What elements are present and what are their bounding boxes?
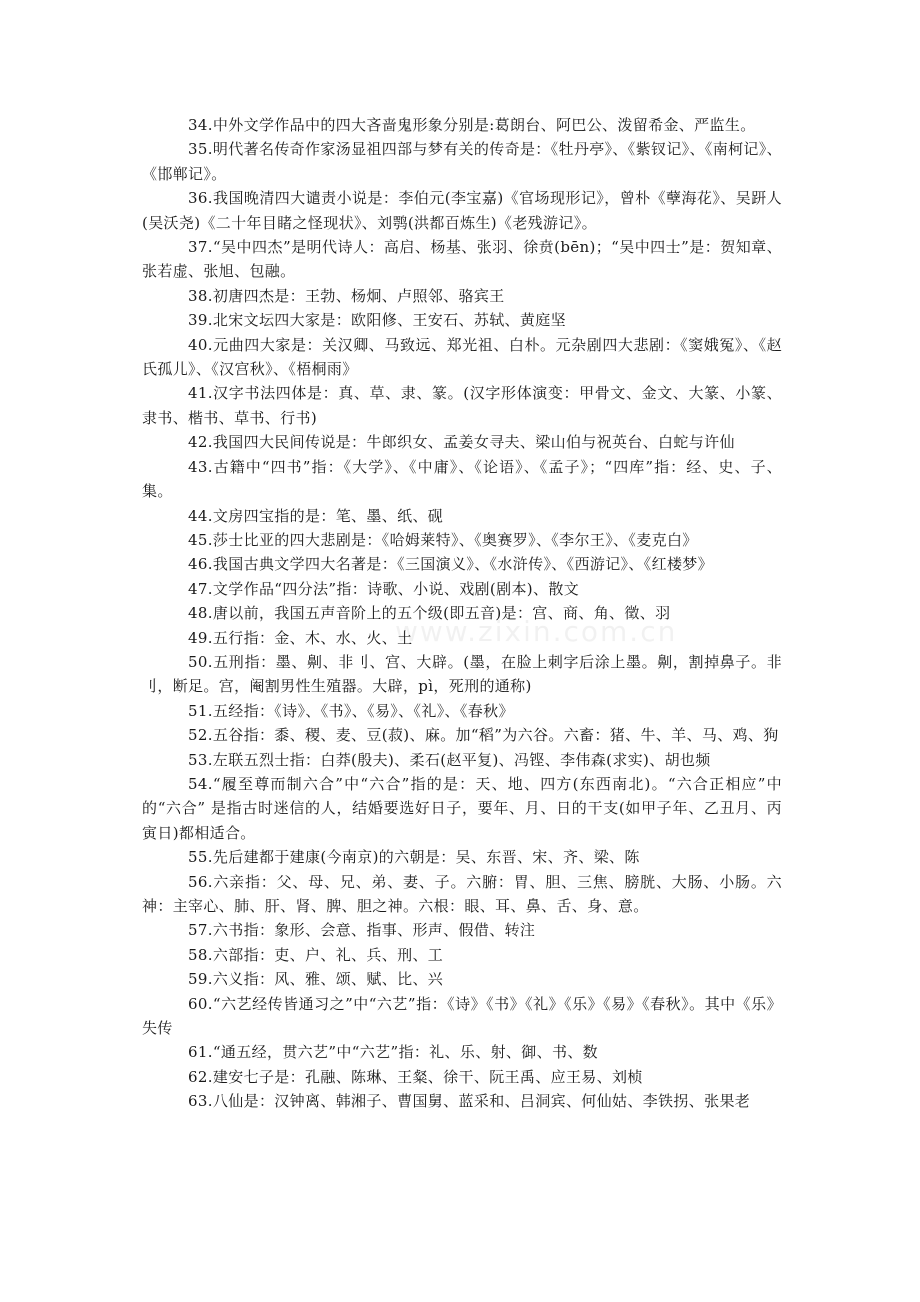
paragraph: 58.六部指：吏、户、礼、兵、刑、工	[188, 945, 444, 964]
paragraph: 44.文房四宝指的是：笔、墨、纸、砚	[188, 506, 444, 525]
paragraph: 59.六义指：风、雅、颂、赋、比、兴	[188, 970, 444, 989]
paragraph: 42.我国四大民间传说是：牛郎织女、孟姜女寻夫、梁山伯与祝英台、白蛇与许仙	[188, 433, 735, 452]
paragraph: 63.八仙是：汉钟离、韩湘子、曹国舅、蓝采和、吕洞宾、何仙姑、李铁拐、张果老	[188, 1092, 751, 1111]
paragraph: 62.建安七子是：孔融、陈琳、王粲、徐干、阮王禹、应王易、刘桢	[188, 1067, 643, 1086]
paragraph: 37.“吴中四杰”是明代诗人：高启、杨基、张羽、徐贲(bēn)；“吴中四士”是：贺知章、张若虚、张旭、包融。	[142, 238, 782, 281]
paragraph: 54.“履至尊而制六合”中“六合”指的是：天、地、四方(东西南北)。“六合正相应”中的“六合” 是指古时迷信的人，结婚要选好日子，要年、月、日的干支(如甲子年、乙丑月、丙寅日)都相适合。	[142, 774, 782, 842]
paragraph: 34.中外文学作品中的四大吝啬鬼形象分别是:葛朗台、阿巴公、泼留希金、严监生。	[188, 116, 756, 134]
document-body	[142, 113, 782, 1114]
paragraph: 55.先后建都于建康(今南京)的六朝是：吴、东晋、宋、齐、梁、陈	[188, 848, 640, 867]
paragraph: 49.五行指：金、木、水、火、土	[188, 628, 413, 647]
paragraph: 61.“通五经，贯六艺”中“六艺”指：礼、乐、射、御、书、数	[188, 1043, 599, 1062]
paragraph: 36.我国晚清四大谴责小说是：李伯元(李宝嘉)《官场现形记》，曾朴《孽海花》、吴趼人(吴沃尧)《二十年目睹之怪现状》、刘鹗(洪都百炼生)《老残游记》。	[142, 189, 782, 232]
paragraph: 60.“六艺经传皆通习之”中“六艺”指：《诗》《书》《礼》《乐》《易》《春秋》。其中《乐》失传	[142, 994, 782, 1038]
paragraph: 51.五经指：《诗》、《书》、《易》、《礼》、《春秋》	[188, 701, 514, 720]
paragraph: 57.六书指：象形、会意、指事、形声、假借、转注	[188, 921, 536, 940]
paragraph: 47.文学作品“四分法”指：诗歌、小说、戏剧(剧本)、散文	[188, 579, 580, 598]
paragraph: 45.莎士比亚的四大悲剧是：《哈姆莱特》、《奥赛罗》、《李尔王》、《麦克白》	[188, 530, 698, 549]
paragraph: 52.五谷指：黍、稷、麦、豆(菽)、麻。加“稻”为六谷。六畜：猪、牛、羊、马、鸡、狗	[188, 726, 779, 745]
paragraph: 39.北宋文坛四大家是：欧阳修、王安石、苏轼、黄庭坚	[188, 311, 566, 330]
paragraph: 56.六亲指：父、母、兄、弟、妻、子。六腑：胃、胆、三焦、膀胱、大肠、小肠。六神：主宰心、肺、肝、肾、脾、胆之神。六根：眼、耳、鼻、舌、身、意。	[142, 872, 782, 915]
paragraph: 38.初唐四杰是：王勃、杨炯、卢照邻、骆宾王	[188, 286, 505, 305]
watermark: www.zixin.com.cn	[395, 615, 678, 648]
paragraph: 43.古籍中“四书”指：《大学》、《中庸》、《论语》、《孟子》；“四库”指：经、史、子、集。	[142, 457, 782, 501]
paragraph: 35.明代著名传奇作家汤显祖四部与梦有关的传奇是：《牡丹亭》、《紫钗记》、《南柯记》、《邯郸记》。	[142, 140, 782, 183]
paragraph: 40.元曲四大家是：关汉卿、马致远、郑光祖、白朴。元杂剧四大悲剧：《窦娥冤》、《赵氏孤儿》、《汉宫秋》、《梧桐雨》	[142, 335, 782, 379]
paragraph: 41.汉字书法四体是：真、草、隶、篆。(汉字形体演变：甲骨文、金文、大篆、小篆、隶书、楷书、草书、行书)	[142, 384, 782, 427]
paragraph: 50.五刑指：墨、劓、非刂、宫、大辟。(墨，在脸上刺字后涂上墨。劓，割掉鼻子。非刂，断足。宫，阉割男性生殖器。大辟，pì，死刑的通称)	[142, 652, 782, 696]
paragraph: 48.唐以前，我国五声音阶上的五个级(即五音)是：宫、商、角、徵、羽	[188, 604, 671, 623]
paragraph: 53.左联五烈士指：白莽(殷夫)、柔石(赵平复)、冯铿、李伟森(求实)、胡也频	[188, 750, 711, 769]
paragraph: 46.我国古典文学四大名著是：《三国演义》、《水浒传》、《西游记》、《红楼梦》	[188, 555, 714, 574]
